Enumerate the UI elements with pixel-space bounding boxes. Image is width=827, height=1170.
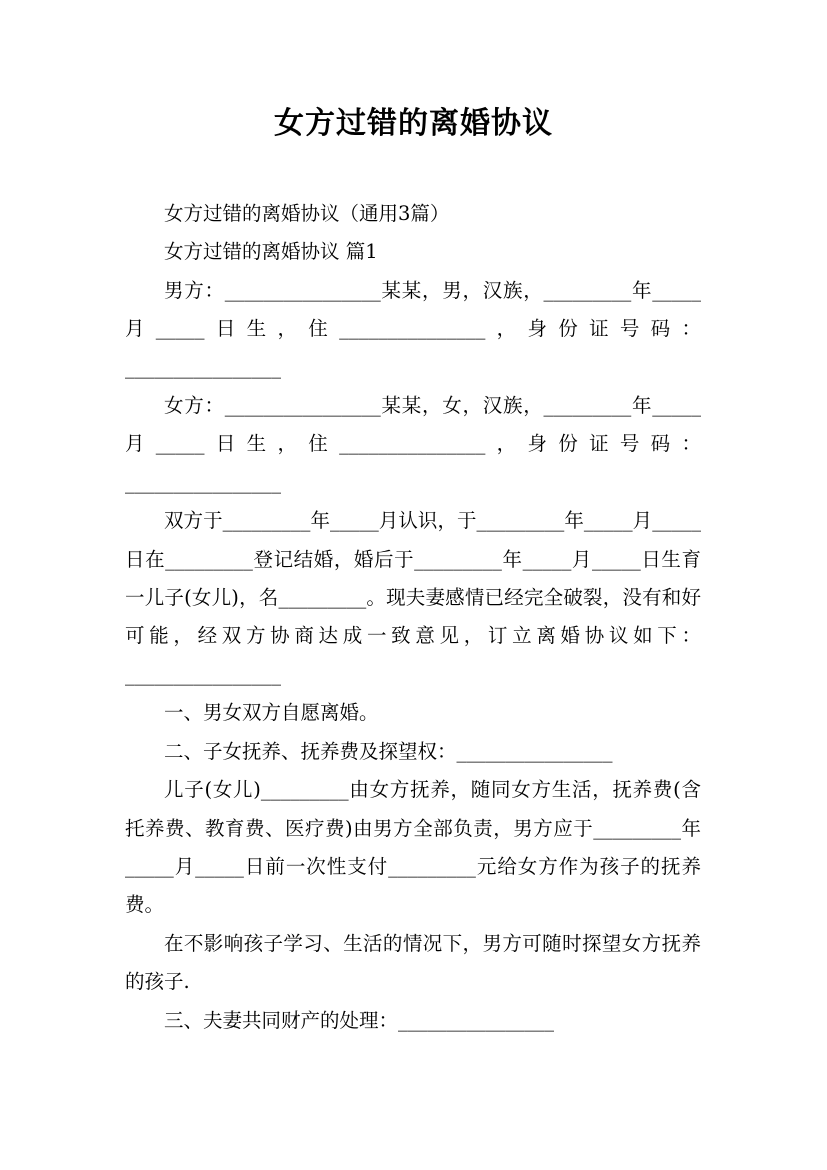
subtitle-paragraph: 女方过错的离婚协议（通用3篇） bbox=[164, 202, 450, 225]
husband-info-paragraph: 男方：________________某某，男，汉族，_________年_____月_____日生，住_______________，身份证号码：________________ bbox=[125, 278, 701, 379]
clause-3-heading: 三、夫妻共同财产的处理：________________ bbox=[164, 1008, 555, 1032]
child-custody-paragraph: 儿子(女儿)_________由女方抚养，随同女方生活，抚养费(含托养费、教育费、医疗费)由男方全部负责，男方应于_________年_____月_____日前一次性支付_________元给女方作为孩子的抚养费。 bbox=[125, 778, 701, 917]
section-heading: 女方过错的离婚协议 篇1 bbox=[164, 240, 378, 264]
clause-1-paragraph: 一、男女双方自愿离婚。 bbox=[164, 701, 379, 725]
marriage-background-paragraph: 双方于_________年_____月认识，于_________年_____月_____日在_________登记结婚，婚后于_________年_____月_____日生育一儿子(女儿)，名_________。现夫妻感情已经完全破裂，没有和好可能，经双方协商达成一致意见，订立离婚协议如下：________________ bbox=[125, 509, 701, 686]
visitation-paragraph: 在不影响孩子学习、生活的情况下，男方可随时探望女方抚养的孩子. bbox=[125, 931, 701, 994]
document-title: 女方过错的离婚协议 bbox=[274, 106, 553, 141]
document-body bbox=[125, 195, 701, 1040]
wife-info-paragraph: 女方：________________某某，女，汉族，_________年_____月_____日生，住_______________，身份证号码：________________ bbox=[125, 394, 701, 494]
clause-2-heading: 二、子女抚养、抚养费及探望权：________________ bbox=[164, 739, 613, 763]
